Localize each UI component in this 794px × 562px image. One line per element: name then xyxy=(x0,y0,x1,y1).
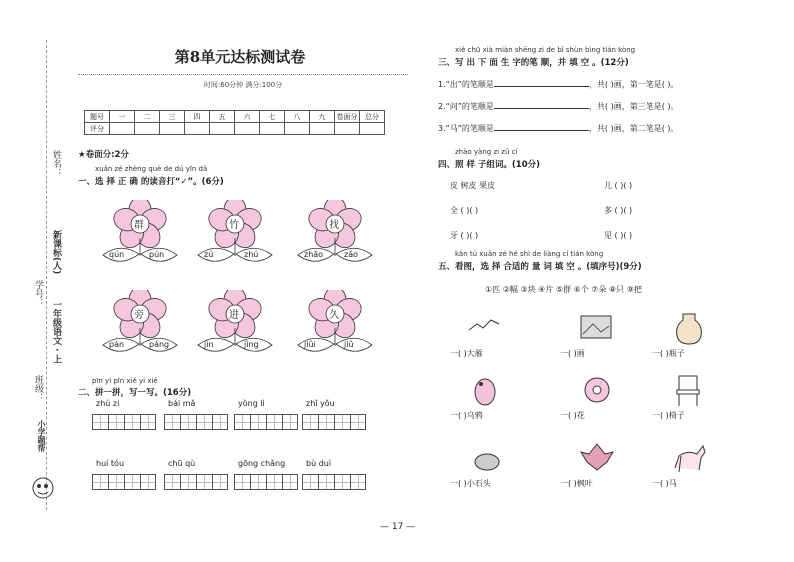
geese-icon xyxy=(465,310,509,346)
painting-icon xyxy=(575,310,619,346)
sec5-title: 五、看图，选 择 合适的 量 词 填 空 。(填序号)(9分) xyxy=(438,262,642,272)
sec3-pinyin: xiě chū xià miàn shēng zì de bǐ shùn bìng tián kòng xyxy=(455,46,636,54)
pinyin-option-b[interactable]: jiǔ xyxy=(344,340,354,349)
neatness-score: ★卷面分:2分 xyxy=(78,150,129,160)
sec2-pinyin: pīn yi pīn xiě yi xiě xyxy=(92,377,158,385)
sec1-pinyin: xuǎn zé zhèng què de dú yīn dǎ xyxy=(95,165,208,173)
word-group-item[interactable]: 全 ( )( ) xyxy=(450,206,479,215)
word-group-item[interactable]: 见 ( )( ) xyxy=(604,231,633,240)
pinyin-option-a[interactable]: zú xyxy=(204,250,214,259)
word-group-item[interactable]: 牙 ( )( ) xyxy=(450,231,479,240)
writing-grid[interactable] xyxy=(302,414,366,430)
pinyin-option-b[interactable]: zǎo xyxy=(344,250,358,259)
pinyin-option-a[interactable]: jìn xyxy=(204,340,214,349)
sec3-title: 三、写 出 下 面 生 字的笔 顺，并 填 空 。(12分) xyxy=(438,58,629,68)
pinyin-word: gōng chǎng xyxy=(238,459,286,468)
flower-character: 找 xyxy=(329,220,339,231)
sec4-title: 四、照 样 子组词。(10分) xyxy=(438,160,541,170)
flower-item xyxy=(290,290,380,370)
pinyin-word: bù duì xyxy=(306,459,332,468)
page-number: — 17 — xyxy=(380,522,416,532)
pinyin-option-b[interactable]: pún xyxy=(149,250,165,259)
pinyin-option-b[interactable]: páng xyxy=(149,340,170,349)
measure-word-blank[interactable]: 一( )瓶子 xyxy=(652,349,685,358)
edition-label: 新课标(人) xyxy=(51,230,61,275)
chair-icon xyxy=(667,372,711,408)
measure-word-blank[interactable]: 一( )枫叶 xyxy=(560,479,593,488)
measure-word-options: ①匹 ②幅 ③块 ④片 ⑤群 ⑥个 ⑦朵 ⑧只 ⑨把 xyxy=(485,285,642,294)
pinyin-option-a[interactable]: pán xyxy=(109,340,125,349)
measure-word-blank[interactable]: 一( )花 xyxy=(560,411,585,420)
pinyin-word: zhú zi xyxy=(96,399,120,408)
measure-word-blank[interactable]: 一( )椅子 xyxy=(652,411,685,420)
word-group-item[interactable]: 多 ( )( ) xyxy=(604,206,633,215)
maple-leaf-icon xyxy=(575,440,619,476)
writing-grid[interactable] xyxy=(164,474,228,490)
flower-item xyxy=(190,290,280,370)
stroke-order-blank[interactable] xyxy=(494,122,589,131)
writing-grid[interactable] xyxy=(302,474,366,490)
vase-icon xyxy=(667,310,711,346)
writing-grid[interactable] xyxy=(92,474,156,490)
flower-character: 竹 xyxy=(229,220,239,231)
class-label: 班级： xyxy=(33,375,43,402)
stroke-order-line: 3.“马”的笔顺是 ，共( )画，第二笔是( )。 xyxy=(438,124,679,133)
header-rule xyxy=(78,74,408,75)
writing-grid[interactable] xyxy=(234,474,298,490)
pinyin-option-a[interactable]: qún xyxy=(109,250,125,259)
flower-icon xyxy=(575,372,619,408)
sec1-title: 一、选 择 正 确 的读音打“✓”。(6分) xyxy=(78,177,224,187)
stroke-order-line: 1.“出”的笔顺是 ，共( )画，第一笔是( )。 xyxy=(438,80,679,89)
flower-item xyxy=(190,200,280,280)
sec2-title: 二、拼一拼，写一写。(16分) xyxy=(78,388,192,398)
sec4-pinyin: zhào yàng zi zǔ cí xyxy=(455,148,518,156)
stroke-order-blank[interactable] xyxy=(494,100,589,109)
flower-item xyxy=(95,290,185,370)
stroke-order-blank[interactable] xyxy=(494,78,589,87)
writing-grid[interactable] xyxy=(164,414,228,430)
flower-character: 进 xyxy=(229,310,239,321)
horse-icon xyxy=(667,440,711,476)
measure-word-blank[interactable]: 一( )小石头 xyxy=(450,479,491,488)
pinyin-option-a[interactable]: zhǎo xyxy=(304,250,324,259)
grade-label: 一年级语文 · 上 xyxy=(51,300,61,364)
flower-character: 旁 xyxy=(134,310,144,321)
score-table: 题号 一 二 三 四 五 六 七 八 九 卷面分 总分 评分 xyxy=(84,110,385,135)
pinyin-word: zhǐ yǒu xyxy=(306,399,335,408)
pinyin-word: bái mǎ xyxy=(168,399,196,408)
pinyin-option-a[interactable]: jiǔi xyxy=(304,340,316,349)
measure-word-blank[interactable]: 一( )马 xyxy=(652,479,677,488)
measure-word-blank[interactable]: 一( )画 xyxy=(560,349,585,358)
pinyin-word: chū qù xyxy=(168,459,196,468)
flower-character: 群 xyxy=(134,220,144,231)
pinyin-word: huí tóu xyxy=(96,459,125,468)
pinyin-word: yòng lì xyxy=(238,399,265,408)
sec5-pinyin: kàn tú xuǎn zé hé shì de liàng cí tián kòng xyxy=(455,250,604,258)
measure-word-blank[interactable]: 一( )乌鸦 xyxy=(450,411,483,420)
word-group-item[interactable]: 儿 ( )( ) xyxy=(604,181,633,190)
stroke-order-line: 2.“问”的笔顺是 ，共( )画，第三笔是( )。 xyxy=(438,102,679,111)
flower-item xyxy=(95,200,185,280)
flower-character: 久 xyxy=(329,310,339,321)
name-label: 姓名： xyxy=(51,150,61,177)
exam-meta: 时间:60分钟 满分:100分 xyxy=(203,81,283,89)
flower-item xyxy=(290,200,380,280)
measure-word-blank[interactable]: 一( )大雁 xyxy=(450,349,483,358)
writing-grid[interactable] xyxy=(234,414,298,430)
stone-icon xyxy=(465,440,509,476)
brand-label: 小学题帮 xyxy=(37,420,46,452)
word-group-item[interactable]: 皮 树皮 果皮 xyxy=(450,181,496,190)
pinyin-option-b[interactable]: zhú xyxy=(244,250,259,259)
pinyin-option-b[interactable]: jìng xyxy=(244,340,259,349)
id-label: 学号： xyxy=(33,280,43,307)
crow-icon xyxy=(465,372,509,408)
writing-grid[interactable] xyxy=(92,414,156,430)
page-title: 第8单元达标测试卷 xyxy=(174,48,306,66)
mascot-icon xyxy=(30,475,56,501)
sidebar xyxy=(0,0,62,562)
